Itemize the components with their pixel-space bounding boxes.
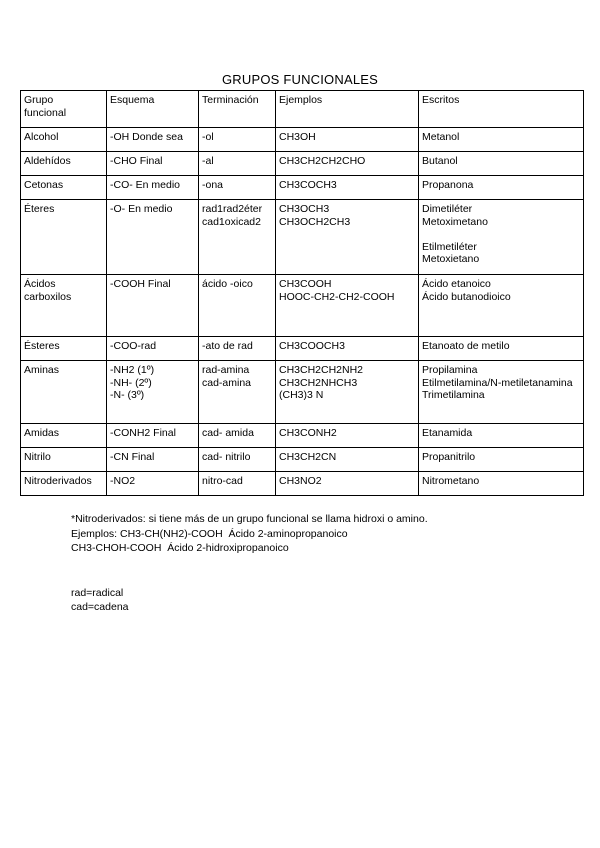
table-row bbox=[21, 448, 584, 472]
cell-terminacion: ácido -oico bbox=[199, 275, 276, 337]
cell-escritos: Propanitrilo bbox=[419, 448, 584, 472]
cell-ejemplos: CH3CH2CH2NH2 CH3CH2NHCH3 (CH3)3 N bbox=[276, 361, 419, 424]
cell-terminacion: rad1rad2éter cad1oxicad2 bbox=[199, 200, 276, 275]
cell-esquema: -NO2 bbox=[107, 472, 199, 496]
cell-ejemplos: CH3OH bbox=[276, 128, 419, 152]
cell-grupo: Aldehídos bbox=[21, 152, 107, 176]
table-row bbox=[21, 472, 584, 496]
cell-esquema: -O- En medio bbox=[107, 200, 199, 275]
cell-ejemplos: CH3CONH2 bbox=[276, 424, 419, 448]
cell-grupo: Nitrilo bbox=[21, 448, 107, 472]
table-header-row bbox=[21, 91, 584, 128]
cell-esquema: -NH2 (1º) -NH- (2º) -N- (3º) bbox=[107, 361, 199, 424]
cell-grupo: Nitroderivados bbox=[21, 472, 107, 496]
note-example-1: Ejemplos: CH3-CH(NH2)-COOH Ácido 2-aminopropanoico bbox=[71, 527, 348, 540]
header-terminacion: Terminación bbox=[199, 91, 276, 128]
cell-ejemplos: CH3COOCH3 bbox=[276, 337, 419, 361]
cell-escritos: Dimetiléter Metoximetano Etilmetiléter Metoxietano bbox=[419, 200, 584, 275]
cell-escritos: Metanol bbox=[419, 128, 584, 152]
cell-escritos: Etanamida bbox=[419, 424, 584, 448]
table-row bbox=[21, 176, 584, 200]
cell-ejemplos: CH3COCH3 bbox=[276, 176, 419, 200]
cell-esquema: -COOH Final bbox=[107, 275, 199, 337]
cell-terminacion: cad- amida bbox=[199, 424, 276, 448]
table-row bbox=[21, 337, 584, 361]
cell-esquema: -CONH2 Final bbox=[107, 424, 199, 448]
cell-terminacion: -al bbox=[199, 152, 276, 176]
cell-terminacion: rad-amina cad-amina bbox=[199, 361, 276, 424]
cell-ejemplos: CH3CH2CH2CHO bbox=[276, 152, 419, 176]
cell-esquema: -CN Final bbox=[107, 448, 199, 472]
cell-grupo: Éteres bbox=[21, 200, 107, 275]
cell-esquema: -CHO Final bbox=[107, 152, 199, 176]
cell-terminacion: -ol bbox=[199, 128, 276, 152]
cell-grupo: Ácidos carboxilos bbox=[21, 275, 107, 337]
legend-rad: rad=radical bbox=[71, 586, 124, 599]
cell-terminacion: -ona bbox=[199, 176, 276, 200]
note-example-2: CH3-CHOH-COOH Ácido 2-hidroxipropanoico bbox=[71, 542, 289, 554]
cell-esquema: -CO- En medio bbox=[107, 176, 199, 200]
header-escritos: Escritos bbox=[419, 91, 584, 128]
cell-escritos: Propilamina Etilmetilamina/N-metiletanamina Trimetilamina bbox=[419, 361, 584, 424]
cell-ejemplos: CH3NO2 bbox=[276, 472, 419, 496]
table-row bbox=[21, 361, 584, 424]
functional-groups-table bbox=[20, 90, 584, 496]
cell-esquema: -COO-rad bbox=[107, 337, 199, 361]
cell-terminacion: nitro-cad bbox=[199, 472, 276, 496]
cell-grupo: Cetonas bbox=[21, 176, 107, 200]
spacer bbox=[71, 556, 428, 586]
cell-ejemplos: CH3OCH3 CH3OCH2CH3 bbox=[276, 200, 419, 275]
header-ejemplos: Ejemplos bbox=[276, 91, 419, 128]
cell-terminacion: -ato de rad bbox=[199, 337, 276, 361]
cell-ejemplos: CH3CH2CN bbox=[276, 448, 419, 472]
cell-grupo: Aminas bbox=[21, 361, 107, 424]
cell-escritos: Butanol bbox=[419, 152, 584, 176]
table-row bbox=[21, 275, 584, 337]
page-title: GRUPOS FUNCIONALES bbox=[221, 72, 378, 87]
cell-terminacion: cad- nitrilo bbox=[199, 448, 276, 472]
table-row bbox=[21, 152, 584, 176]
cell-escritos: Nitrometano bbox=[419, 472, 584, 496]
cell-grupo: Amidas bbox=[21, 424, 107, 448]
notes-section bbox=[71, 512, 428, 615]
header-esquema: Esquema bbox=[107, 91, 199, 128]
cell-grupo: Ésteres bbox=[21, 337, 107, 361]
cell-grupo: Alcohol bbox=[21, 128, 107, 152]
cell-escritos: Ácido etanoico Ácido butanodioico bbox=[419, 275, 584, 337]
table-row bbox=[21, 424, 584, 448]
table-row bbox=[21, 200, 584, 275]
note-nitroderivados: *Nitroderivados: si tiene más de un grupo funcional se llama hidroxi o amino. bbox=[71, 513, 428, 525]
table-row bbox=[21, 128, 584, 152]
cell-ejemplos: CH3COOH HOOC-CH2-CH2-COOH bbox=[276, 275, 419, 337]
legend-cad: cad=cadena bbox=[71, 601, 129, 613]
cell-escritos: Propanona bbox=[419, 176, 584, 200]
header-grupo: Grupo funcional bbox=[21, 91, 107, 128]
cell-esquema: -OH Donde sea bbox=[107, 128, 199, 152]
cell-escritos: Etanoato de metilo bbox=[419, 337, 584, 361]
